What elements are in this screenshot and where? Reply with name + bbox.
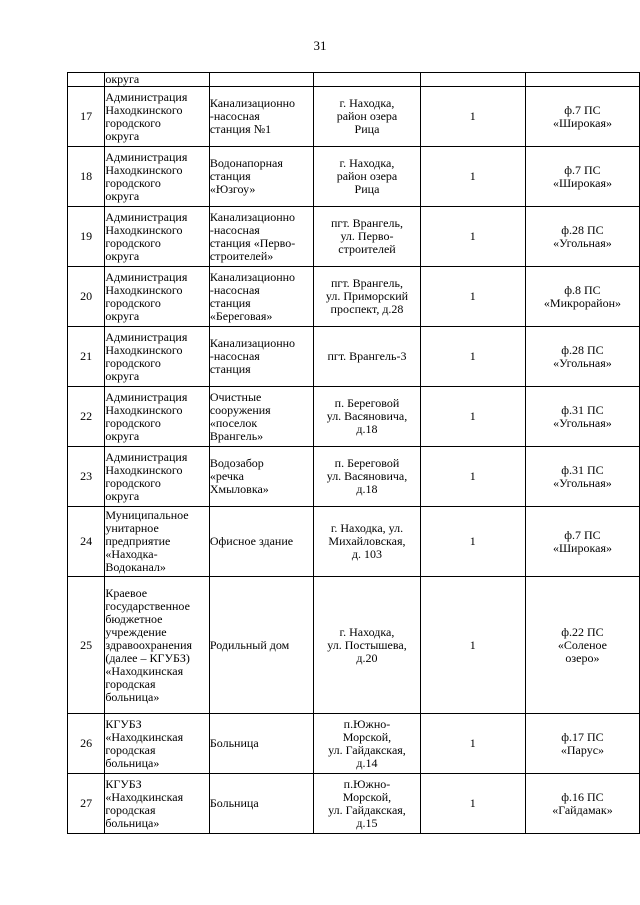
cell-address: п. Береговой ул. Васяновича, д.18 [314,447,420,507]
continuation-row [68,73,640,87]
cell-object: Канализационно -насосная станция «Береговая» [209,267,314,327]
cell-object: Больница [209,774,314,834]
cell-number: 19 [68,207,105,267]
table-row [68,714,640,774]
continuation-cell-address [314,73,420,87]
cell-object: Очистные сооружения «поселок Врангель» [209,387,314,447]
table-row [68,207,640,267]
cell-object: Канализационно -насосная станция [209,327,314,387]
cell-quantity: 1 [420,387,525,447]
cell-address: г. Находка, ул. Постышева, д.20 [314,577,420,714]
cell-quantity: 1 [420,327,525,387]
cell-object: Офисное здание [209,507,314,577]
cell-feeder: ф.22 ПС «Соленое озеро» [525,577,639,714]
cell-number: 21 [68,327,105,387]
cell-number: 27 [68,774,105,834]
cell-feeder: ф.31 ПС «Угольная» [525,447,639,507]
cell-quantity: 1 [420,267,525,327]
cell-feeder: ф.17 ПС «Парус» [525,714,639,774]
cell-feeder: ф.7 ПС «Широкая» [525,147,639,207]
table-row [68,507,640,577]
cell-feeder: ф.28 ПС «Угольная» [525,327,639,387]
cell-object: Водонапорная станция «Юзгоу» [209,147,314,207]
cell-quantity: 1 [420,577,525,714]
cell-number: 20 [68,267,105,327]
continuation-cell-object [209,73,314,87]
cell-number: 22 [68,387,105,447]
cell-object: Больница [209,714,314,774]
page-number: 31 [313,38,327,53]
cell-number: 25 [68,577,105,714]
continuation-cell-feeder [525,73,639,87]
cell-quantity: 1 [420,507,525,577]
cell-number: 23 [68,447,105,507]
cell-object: Родильный дом [209,577,314,714]
cell-address: п.Южно- Морской, ул. Гайдакская, д.14 [314,714,420,774]
cell-address: п. Береговой ул. Васяновича, д.18 [314,387,420,447]
cell-organization: Краевое государственное бюджетное учреждение здравоохранения (далее – КГУБЗ) «Находкинская городская больница» [105,577,210,714]
cell-quantity: 1 [420,207,525,267]
table-row [68,147,640,207]
cell-address: г. Находка, район озера Рица [314,87,420,147]
table-row [68,267,640,327]
continuation-cell-number [68,73,105,87]
cell-quantity: 1 [420,774,525,834]
table-row [68,87,640,147]
cell-quantity: 1 [420,87,525,147]
cell-object: Канализационно -насосная станция «Перво- строителей» [209,207,314,267]
cell-quantity: 1 [420,714,525,774]
cell-address: пгт. Врангель-3 [314,327,420,387]
cell-object: Канализационно -насосная станция №1 [209,87,314,147]
cell-feeder: ф.7 ПС «Широкая» [525,87,639,147]
facilities-table [67,72,640,834]
cell-address: г. Находка, ул. Михайловская, д. 103 [314,507,420,577]
cell-object: Водозабор «речка Хмыловка» [209,447,314,507]
cell-number: 17 [68,87,105,147]
cell-number: 24 [68,507,105,577]
cell-feeder: ф.16 ПС «Гайдамак» [525,774,639,834]
cell-organization: Администрация Находкинского городского округа [105,387,210,447]
table-row [68,577,640,714]
cell-feeder: ф.8 ПС «Микрорайон» [525,267,639,327]
cell-address: пгт. Врангель, ул. Перво- строителей [314,207,420,267]
continuation-cell-quantity [420,73,525,87]
cell-organization: Администрация Находкинского городского округа [105,207,210,267]
cell-feeder: ф.31 ПС «Угольная» [525,387,639,447]
table-row [68,387,640,447]
table-row [68,774,640,834]
cell-organization: Администрация Находкинского городского округа [105,447,210,507]
cell-quantity: 1 [420,447,525,507]
cell-address: г. Находка, район озера Рица [314,147,420,207]
cell-address: п.Южно- Морской, ул. Гайдакская, д.15 [314,774,420,834]
cell-organization: Муниципальное унитарное предприятие «Находка- Водоканал» [105,507,210,577]
cell-feeder: ф.28 ПС «Угольная» [525,207,639,267]
cell-organization: Администрация Находкинского городского округа [105,147,210,207]
cell-address: пгт. Врангель, ул. Приморский проспект, д.28 [314,267,420,327]
table-row [68,447,640,507]
cell-feeder: ф.7 ПС «Широкая» [525,507,639,577]
cell-organization: КГУБЗ «Находкинская городская больница» [105,774,210,834]
cell-number: 18 [68,147,105,207]
continuation-cell-organization: округа [105,73,210,87]
cell-organization: Администрация Находкинского городского округа [105,327,210,387]
cell-organization: КГУБЗ «Находкинская городская больница» [105,714,210,774]
cell-quantity: 1 [420,147,525,207]
cell-organization: Администрация Находкинского городского округа [105,267,210,327]
cell-organization: Администрация Находкинского городского округа [105,87,210,147]
cell-number: 26 [68,714,105,774]
table-row [68,327,640,387]
